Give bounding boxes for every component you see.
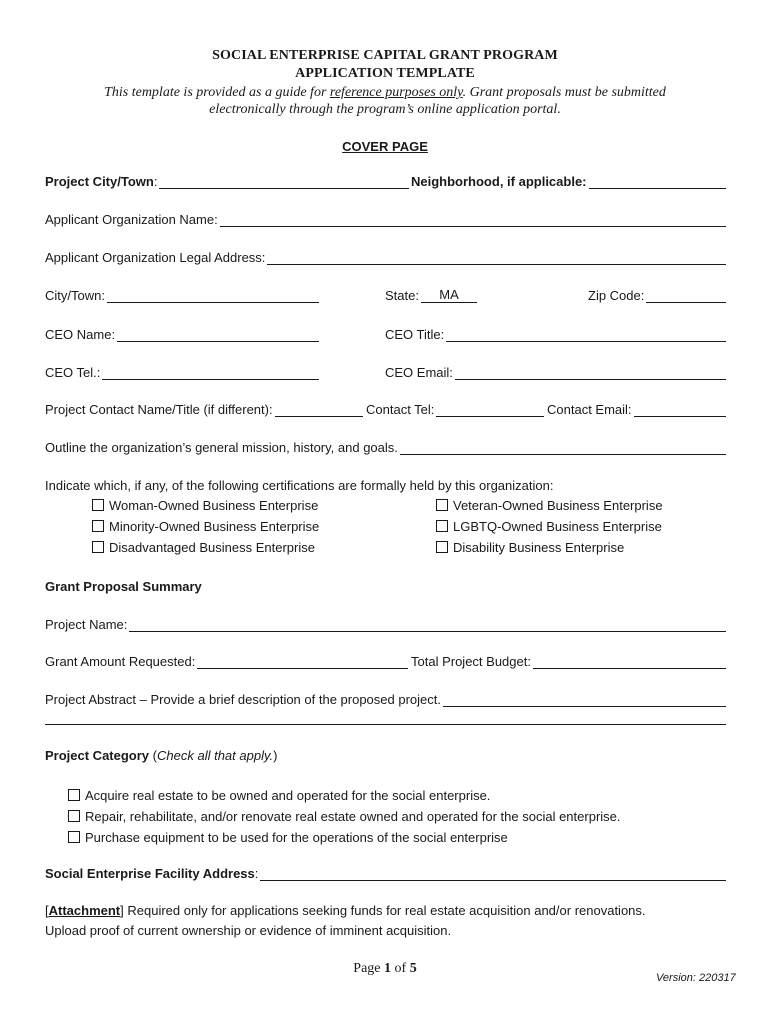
project-name-field bbox=[45, 617, 726, 632]
section-heading-cover-page: COVER PAGE bbox=[342, 139, 428, 154]
of-word: of bbox=[391, 961, 410, 976]
intro-line-2: electronically through the program’s online application portal. bbox=[209, 102, 561, 117]
attachment-text: Required only for applications seeking funds for real estate acquisition and/or renovations. bbox=[123, 903, 646, 918]
ceo-name-label: CEO Name: bbox=[45, 327, 116, 342]
facility-address-label: Social Enterprise Facility Address bbox=[45, 866, 255, 881]
note-paren: ( bbox=[149, 748, 157, 763]
checkbox[interactable] bbox=[68, 789, 80, 801]
cert-label: Disadvantaged Business Enterprise bbox=[109, 540, 315, 555]
abstract-label: Project Abstract – Provide a brief description of the proposed project. bbox=[45, 692, 441, 707]
ceo-title-label: CEO Title: bbox=[385, 327, 445, 342]
ceo-tel-field bbox=[45, 365, 319, 380]
legal-address-input[interactable] bbox=[267, 250, 726, 265]
colon: : bbox=[153, 174, 158, 189]
ceo-name-input[interactable] bbox=[117, 327, 319, 342]
contact-name-input[interactable] bbox=[275, 402, 363, 417]
abstract-input-line-2[interactable] bbox=[45, 724, 726, 725]
state-label: State: bbox=[385, 288, 419, 303]
bracket: [ bbox=[45, 903, 49, 918]
colon: : bbox=[254, 866, 259, 881]
ceo-tel-input[interactable] bbox=[102, 365, 319, 380]
cert-label: LGBTQ-Owned Business Enterprise bbox=[453, 519, 662, 534]
attachment-line-1 bbox=[45, 903, 646, 918]
facility-address-input[interactable] bbox=[260, 866, 726, 881]
category-repair[interactable] bbox=[68, 809, 621, 824]
zip-label: Zip Code: bbox=[588, 288, 645, 303]
page-current: 1 bbox=[384, 961, 392, 976]
neighborhood-field bbox=[411, 174, 726, 189]
total-budget-input[interactable] bbox=[533, 654, 726, 669]
category-label: Purchase equipment to be used for the operations of the social enterprise bbox=[85, 830, 508, 845]
contact-email-input[interactable] bbox=[634, 402, 726, 417]
attachment-tag: Attachment bbox=[48, 903, 121, 918]
project-name-input[interactable] bbox=[129, 617, 726, 632]
cert-label: Minority-Owned Business Enterprise bbox=[109, 519, 320, 534]
version-label: Version: 220317 bbox=[656, 972, 736, 984]
org-name-input[interactable] bbox=[220, 212, 726, 227]
category-acquire[interactable] bbox=[68, 788, 490, 803]
cert-label: Veteran-Owned Business Enterprise bbox=[453, 498, 663, 513]
total-budget-label: Total Project Budget: bbox=[411, 654, 531, 669]
project-name-label: Project Name: bbox=[45, 617, 128, 632]
cert-label: Woman-Owned Business Enterprise bbox=[109, 498, 319, 513]
cert-disadvantaged[interactable] bbox=[92, 540, 315, 555]
checkbox[interactable] bbox=[92, 541, 104, 553]
neighborhood-input[interactable] bbox=[589, 174, 727, 189]
checkbox[interactable] bbox=[92, 499, 104, 511]
ceo-email-field bbox=[385, 365, 726, 380]
ceo-name-field bbox=[45, 327, 319, 342]
mission-label: Outline the organization’s general mission, history, and goals. bbox=[45, 440, 398, 455]
contact-name-field bbox=[45, 402, 363, 417]
contact-tel-label: Contact Tel: bbox=[366, 402, 435, 417]
abstract-input[interactable] bbox=[443, 692, 726, 707]
contact-name-label: Project Contact Name/Title (if different): bbox=[45, 402, 273, 417]
state-input[interactable]: MA bbox=[421, 288, 477, 303]
checkbox[interactable] bbox=[68, 831, 80, 843]
facility-address-field bbox=[45, 866, 726, 881]
cert-minority-owned[interactable] bbox=[92, 519, 319, 534]
contact-email-label: Contact Email: bbox=[547, 402, 632, 417]
mission-field bbox=[45, 440, 726, 455]
ceo-title-input[interactable] bbox=[446, 327, 726, 342]
attachment-line-2: Upload proof of current ownership or evidence of imminent acquisition. bbox=[45, 923, 452, 938]
note-paren: ) bbox=[273, 748, 278, 763]
mission-input[interactable] bbox=[400, 440, 726, 455]
reference-link[interactable]: reference purposes only bbox=[329, 85, 463, 100]
state-field bbox=[385, 288, 477, 303]
cert-lgbtq-owned[interactable] bbox=[436, 519, 662, 534]
bracket: ] bbox=[120, 903, 124, 918]
cert-disability[interactable] bbox=[436, 540, 624, 555]
ceo-title-field bbox=[385, 327, 726, 342]
contact-tel-field bbox=[366, 402, 544, 417]
abstract-field bbox=[45, 692, 726, 707]
category-heading-row bbox=[45, 748, 277, 763]
certifications-intro: Indicate which, if any, of the following certifications are formally held by this organization: bbox=[45, 478, 554, 493]
city-label: City/Town: bbox=[45, 288, 105, 303]
grant-amount-label: Grant Amount Requested: bbox=[45, 654, 196, 669]
city-field bbox=[45, 288, 319, 303]
legal-address-label: Applicant Organization Legal Address: bbox=[45, 250, 266, 265]
checkbox[interactable] bbox=[92, 520, 104, 532]
city-input[interactable] bbox=[107, 288, 319, 303]
contact-tel-input[interactable] bbox=[436, 402, 544, 417]
neighborhood-label: Neighborhood, if applicable: bbox=[411, 174, 587, 189]
category-label: Acquire real estate to be owned and operated for the social enterprise. bbox=[85, 788, 491, 803]
grant-amount-input[interactable] bbox=[197, 654, 408, 669]
page-word: Page bbox=[353, 961, 385, 976]
contact-email-field bbox=[547, 402, 726, 417]
checkbox[interactable] bbox=[436, 499, 448, 511]
category-equipment[interactable] bbox=[68, 830, 508, 845]
form-subtitle: APPLICATION TEMPLATE bbox=[295, 66, 475, 81]
ceo-email-label: CEO Email: bbox=[385, 365, 453, 380]
intro-text: This template is provided as a guide for bbox=[104, 85, 330, 100]
section-heading-summary: Grant Proposal Summary bbox=[45, 579, 202, 594]
checkbox[interactable] bbox=[436, 541, 448, 553]
legal-address-field bbox=[45, 250, 726, 265]
project-city-input[interactable] bbox=[159, 174, 409, 189]
checkbox[interactable] bbox=[68, 810, 80, 822]
intro-line-1 bbox=[0, 85, 770, 101]
zip-field bbox=[588, 288, 726, 303]
checkbox[interactable] bbox=[436, 520, 448, 532]
category-note: Check all that apply. bbox=[157, 748, 274, 763]
project-city-label: Project City/Town bbox=[45, 174, 154, 189]
page-number bbox=[0, 961, 770, 977]
cert-veteran-owned[interactable] bbox=[436, 498, 663, 513]
section-heading-category: Project Category bbox=[45, 748, 150, 763]
org-name-field bbox=[45, 212, 726, 227]
cert-woman-owned[interactable] bbox=[92, 498, 318, 513]
grant-amount-field bbox=[45, 654, 408, 669]
ceo-tel-label: CEO Tel.: bbox=[45, 365, 101, 380]
category-label: Repair, rehabilitate, and/or renovate real estate owned and operated for the social enterprise. bbox=[85, 809, 621, 824]
project-city-field bbox=[45, 174, 409, 189]
total-budget-field bbox=[411, 654, 726, 669]
page-total: 5 bbox=[409, 961, 417, 976]
zip-input[interactable] bbox=[646, 288, 726, 303]
ceo-email-input[interactable] bbox=[455, 365, 726, 380]
intro-text-2: . Grant proposals must be submitted bbox=[462, 85, 666, 100]
form-title: SOCIAL ENTERPRISE CAPITAL GRANT PROGRAM bbox=[212, 48, 558, 63]
org-name-label: Applicant Organization Name: bbox=[45, 212, 218, 227]
cert-label: Disability Business Enterprise bbox=[453, 540, 625, 555]
